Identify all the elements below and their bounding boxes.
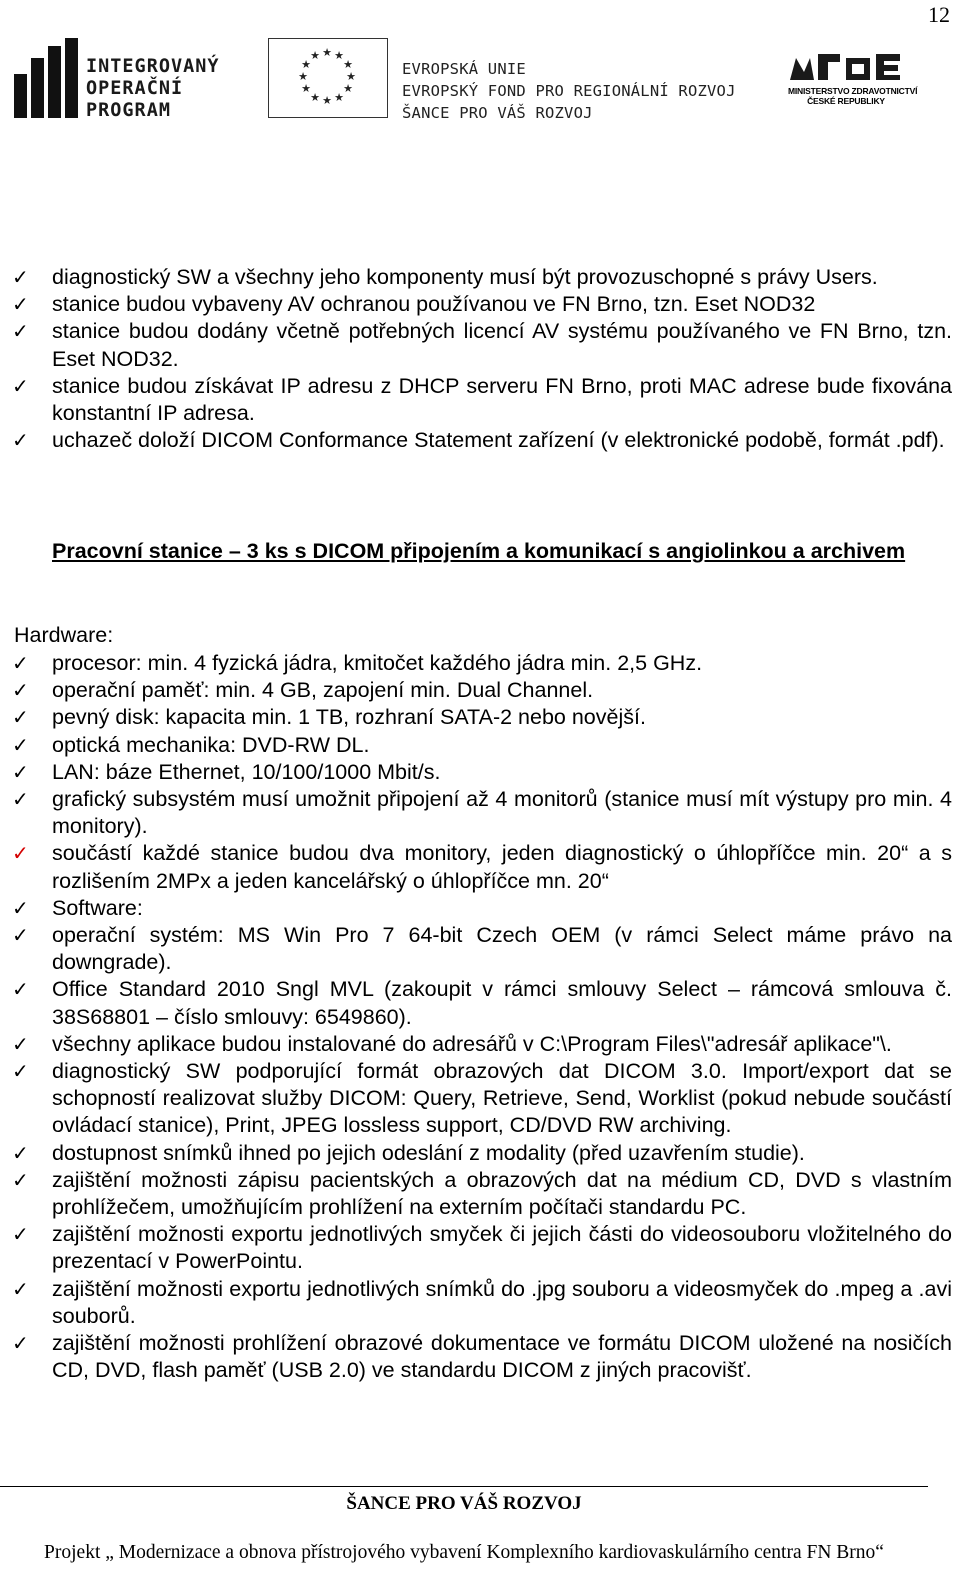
svg-text:★: ★ [343, 58, 353, 71]
list-item [0, 922, 960, 976]
checkmark-icon: ✓ [12, 759, 29, 784]
footer-title: ŠANCE PRO VÁŠ ROZVOJ [346, 1493, 582, 1514]
list-item-text: Software: [52, 895, 143, 920]
svg-text:★: ★ [343, 82, 353, 95]
checkmark-icon: ✓ [12, 1140, 29, 1165]
eu-line: ŠANCE PRO VÁŠ ROZVOJ [402, 104, 593, 122]
checkmark-icon: ✓ [12, 428, 29, 453]
checkmark-icon: ✓ [12, 1059, 29, 1084]
list-item [0, 1221, 960, 1275]
list-item [0, 1167, 960, 1221]
section-title: Pracovní stanice – 3 ks s DICOM připojením a komunikací s angiolinkou a archivem [52, 539, 906, 563]
svg-text:★: ★ [322, 94, 332, 107]
list-item [0, 704, 960, 731]
list-item-text: zajištění možnosti zápisu pacientských a obrazových dat na médium CD, DVD s vlastním prohlížečem, umožňujícím prohlížení na externím počítači standardu PC. [52, 1167, 952, 1220]
checkmark-icon: ✓ [12, 923, 29, 948]
list-item [0, 264, 960, 291]
list-item-text: diagnostický SW a všechny jeho komponenty musí být provozuschopné s právy Users. [52, 265, 878, 289]
list-item [0, 1031, 960, 1058]
list-item-text: zajištění možnosti prohlížení obrazové dokumentace ve formátu DICOM uložené na nosičích CD, DVD, flash paměť (USB 2.0) ve standardu DICOM z jiných pracovišť. [52, 1331, 952, 1383]
list-item [0, 786, 960, 840]
svg-text:★: ★ [334, 91, 344, 104]
list-item-text: operační systém: MS Win Pro 7 64-bit Czech OEM (v rámci Select máme právo na downgrade). [52, 923, 952, 975]
list-item [0, 1140, 960, 1167]
list-item [0, 373, 960, 427]
svg-text:★: ★ [298, 70, 308, 83]
list-item [0, 1330, 960, 1384]
list-item [0, 1058, 960, 1140]
iop-logo-line: INTEGROVANÝ [86, 56, 220, 77]
iop-logo-line: OPERAČNÍ [86, 78, 184, 99]
list-item [0, 291, 960, 318]
list-item-text: grafický subsystém musí umožnit připojení až 4 monitorů (stanice musí mít výstupy pro min. 4 monitory). [52, 787, 952, 839]
list-item-text: uchazeč doloží DICOM Conformance Statement zařízení (v elektronické podobě, formát .pdf). [52, 428, 945, 453]
list-item-text: dostupnost snímků ihned po jejich odeslání z modality (před uzavřením studie). [52, 1140, 805, 1165]
checkmark-icon: ✓ [12, 1031, 29, 1056]
eu-line: EVROPSKÝ FOND PRO REGIONÁLNÍ ROZVOJ [402, 82, 736, 100]
list-item-text: diagnostický SW podporující formát obrazových dat DICOM 3.0. Import/export dat se schopností realizovat služby DICOM: Query, Retrieve, Send, Worklist (pokud nebude součástí ovládací stanice), Print, JPEG lossless support, CD/DVD RW archiving. [52, 1059, 952, 1138]
list-item-text: pevný disk: kapacita min. 1 TB, rozhraní SATA-2 nebo novější. [52, 705, 646, 730]
list-item-text: stanice budou získávat IP adresu z DHCP serveru FN Brno, proti MAC adrese bude fixována konstantní IP adresa. [52, 373, 952, 426]
list-item [0, 650, 960, 677]
list-item [0, 427, 960, 454]
checkmark-icon: ✓ [12, 651, 29, 675]
page-number: 12 [928, 2, 950, 27]
ministry-line: ČESKÉ REPUBLIKY [807, 96, 885, 106]
ministry-logo [788, 50, 918, 110]
ministry-line: MINISTERSTVO ZDRAVOTNICTVÍ [788, 86, 918, 96]
svg-text:★: ★ [334, 49, 344, 62]
list-item-text: součástí každé stanice budou dva monitory, jeden diagnostický o úhlopříčce min. 20“ a s rozlišením 2MPx a jeden kancelářský o úhlopříčce mn. 20“ [52, 841, 952, 893]
header-logos [14, 36, 954, 126]
footer-divider [0, 1486, 928, 1487]
list-item [0, 759, 960, 786]
checkmark-icon: ✓ [12, 1276, 29, 1301]
svg-text:★: ★ [301, 58, 311, 71]
checkmark-icon: ✓ [12, 292, 29, 317]
svg-text:★: ★ [310, 49, 320, 62]
list-item-text: zajištění možnosti exportu jednotlivých smyček či jejich části do videosouboru vložitelného do prezentací v PowerPointu. [52, 1222, 952, 1274]
list-item [0, 732, 960, 759]
list-item-text: optická mechanika: DVD-RW DL. [52, 732, 370, 757]
svg-text:★: ★ [322, 46, 332, 59]
list-item-text: stanice budou dodány včetně potřebných licencí AV systému používaného ve FN Brno, tzn. Eset NOD32. [52, 319, 952, 371]
iop-logo [14, 36, 254, 122]
checkmark-icon: ✓ [12, 787, 29, 812]
svg-text:★: ★ [310, 91, 320, 104]
list-item [0, 976, 960, 1030]
hardware-software-list [0, 650, 960, 1384]
hardware-label: Hardware: [14, 623, 114, 647]
list-item [0, 677, 960, 704]
checkmark-icon: ✓ [12, 1222, 29, 1247]
list-item [0, 840, 960, 894]
ministry-logo-icon [790, 50, 916, 84]
checkmark-icon: ✓ [12, 732, 29, 757]
checkmark-icon: ✓ [12, 977, 29, 1002]
footer-project: Projekt „ Modernizace a obnova přístrojového vybavení Komplexního kardiovaskulárního centra FN Brno“ [44, 1542, 884, 1563]
list-item [0, 1276, 960, 1330]
eu-flag-icon [268, 38, 388, 118]
checkmark-icon: ✓ [12, 265, 29, 289]
list-item-text: zajištění možnosti exportu jednotlivých snímků do .jpg souboru a videosmyček do .mpeg a .avi souborů. [52, 1276, 952, 1328]
eu-line: EVROPSKÁ UNIE [402, 60, 526, 78]
list-item-text: procesor: min. 4 fyzická jádra, kmitočet každého jádra min. 2,5 GHz. [52, 651, 703, 675]
first-requirements-list [0, 264, 960, 454]
svg-text:★: ★ [301, 82, 311, 95]
eu-text [402, 58, 736, 124]
checkmark-icon: ✓ [12, 1167, 29, 1192]
checkmark-icon: ✓ [12, 1331, 29, 1356]
list-item [0, 895, 960, 922]
list-item-text: LAN: báze Ethernet, 10/100/1000 Mbit/s. [52, 759, 441, 784]
checkmark-icon: ✓ [12, 705, 29, 730]
checkmark-icon: ✓ [12, 373, 29, 398]
list-item [0, 318, 960, 372]
list-item-text: všechny aplikace budou instalované do adresářů v C:\Program Files\"adresář aplikace"\. [52, 1031, 892, 1056]
checkmark-icon: ✓ [12, 841, 29, 866]
checkmark-icon: ✓ [12, 678, 29, 703]
list-item-text: stanice budou vybaveny AV ochranou používanou ve FN Brno, tzn. Eset NOD32 [52, 292, 816, 317]
iop-logo-line: PROGRAM [86, 100, 171, 121]
checkmark-icon: ✓ [12, 319, 29, 344]
list-item-text: Office Standard 2010 Sngl MVL (zakoupit v rámci smlouvy Select – rámcová smlouva č. 38S68801 – číslo smlouvy: 6549860). [52, 977, 952, 1029]
list-item-text: operační paměť: min. 4 GB, zapojení min. Dual Channel. [52, 678, 594, 703]
checkmark-icon: ✓ [12, 895, 29, 920]
svg-text:★: ★ [346, 70, 356, 83]
